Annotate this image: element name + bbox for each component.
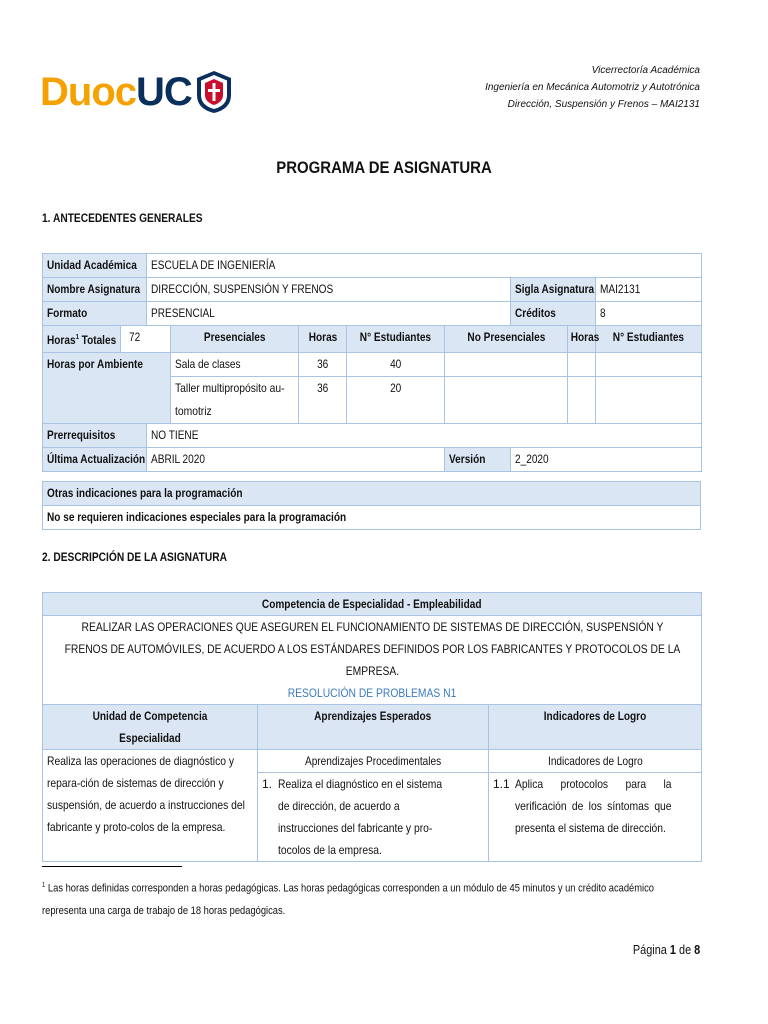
competencia-text: REALIZAR LAS OPERACIONES QUE ASEGUREN EL FUNCIONAMIENTO DE SISTEMAS DE DIRECCIÓN, SUSPENSIÓN Y FRENOS DE AUTOMÓVILES, DE ACUERDO A LOS ESTÁNDARES DEFINIDOS POR LOS FABRICANTES Y PROTOCOLOS DE LA EMPRESA. RESOLUCIÓN DE PROBLEMAS N1 [43,616,702,705]
section-heading-antecedentes: 1. ANTECEDENTES GENERALES [42,211,203,225]
col-aprendizajes: Aprendizajes Esperados [258,705,489,750]
document-title: PROGRAMA DE ASIGNATURA [276,158,492,177]
competencia-table [42,592,702,862]
prerrequisitos-label: Prerrequisitos [43,424,147,448]
prerrequisitos-value: NO TIENE [147,424,702,448]
university-seal-icon [194,69,234,115]
ambiente-1-name: Sala de clases [171,353,299,377]
aprendizaje-item: 1. Realiza el diagnóstico en el sistema de dirección, de acuerdo a instrucciones del fabricante y pro-tocolos de la empresa. [262,777,443,857]
horas-ambiente-label: Horas por Ambiente [43,353,171,424]
version-value: 2_2020 [511,448,702,472]
section-heading-descripcion: 2. DESCRIPCIÓN DE LA ASIGNATURA [42,550,227,564]
ultima-actualizacion-value: ABRIL 2020 [147,448,445,472]
ambiente-2-name: Taller multipropósito au-tomotriz [171,377,299,424]
logo-text-uc: UC [136,69,192,114]
col-no-presenciales: No Presenciales [445,326,568,353]
indicadores-cell [489,750,702,862]
logo-text-duoc: Duoc [40,69,136,114]
competencia-header: Competencia de Especialidad - Empleabilidad [43,593,702,616]
ambiente-1-horas: 36 [299,353,347,377]
ambiente-2-horas-np [568,377,596,424]
col-horas: Horas [299,326,347,353]
general-info-table [42,253,702,472]
header-info [485,62,700,113]
sigla-value: MAI2131 [596,278,702,302]
ambiente-2-estudiantes: 20 [347,377,445,424]
ambiente-2-horas: 36 [299,377,347,424]
ultima-actualizacion-label: Última Actualización [43,448,147,472]
ambiente-1-estudiantes: 40 [347,353,445,377]
nombre-asignatura-value: DIRECCIÓN, SUSPENSIÓN Y FRENOS [147,278,511,302]
header-line-3: Dirección, Suspensión y Frenos – MAI2131 [507,99,700,110]
footnote: $^1$ Las horas definidas corresponden a horas pedagógicas. Las horas pedagógicas corresponden a un módulo de 45 minutos y un crédito académico representa una carga de trabajo de 18 horas pedagógicas. [42,882,654,917]
otras-indicaciones-table [42,481,701,530]
creditos-label: Créditos [511,302,596,326]
col-horas-2: Horas [568,326,596,353]
indicadores-subheader: Indicadores de Logro [489,750,701,773]
horas-totales-value: 72 [121,326,171,353]
ambiente-1-no-presenciales [445,353,568,377]
otras-indicaciones-label: Otras indicaciones para la programación [43,482,701,506]
ambiente-1-estudiantes-np [596,353,702,377]
aprendizajes-subheader: Aprendizajes Procedimentales [258,750,488,773]
duoc-uc-logo [40,62,234,122]
indicador-item: 1.1 Aplica protocolos para la verificación de los síntomas que presenta el sistema de dirección. [493,777,672,835]
aprendizajes-cell [258,750,489,862]
otras-indicaciones-value: No se requieren indicaciones especiales para la programación [43,506,701,530]
page-number: Página 1 de 8 [632,942,700,957]
resolucion-problemas: RESOLUCIÓN DE PROBLEMAS N1 [287,686,457,700]
col-presenciales: Presenciales [171,326,299,353]
creditos-value: 8 [596,302,702,326]
unidad-academica-label: Unidad Académica [43,254,147,278]
col-estudiantes: N° Estudiantes [347,326,445,353]
ambiente-1-horas-np [568,353,596,377]
horas-totales-label: Horas$^1$ Totales [43,326,121,353]
col-estudiantes-2: N° Estudiantes [596,326,702,353]
footnote-separator [42,866,182,867]
col-unidad-competencia: Unidad de Competencia Especialidad [43,705,258,750]
version-label: Versión [445,448,511,472]
header-line-2: Ingeniería en Mecánica Automotriz y Autotrónica [485,82,700,93]
unidad-competencia-text: Realiza las operaciones de diagnóstico y repara-ción de sistemas de dirección y suspensión, de acuerdo a instrucciones del fabricante y proto-colos de la empresa. [43,750,258,862]
ambiente-2-no-presenciales [445,377,568,424]
header-line-1: Vicerrectoría Académica [591,65,700,76]
formato-label: Formato [43,302,147,326]
unidad-academica-value: ESCUELA DE INGENIERÍA [147,254,702,278]
col-indicadores: Indicadores de Logro [489,705,702,750]
formato-value: PRESENCIAL [147,302,511,326]
ambiente-2-estudiantes-np [596,377,702,424]
nombre-asignatura-label: Nombre Asignatura [43,278,147,302]
sigla-label: Sigla Asignatura [511,278,596,302]
